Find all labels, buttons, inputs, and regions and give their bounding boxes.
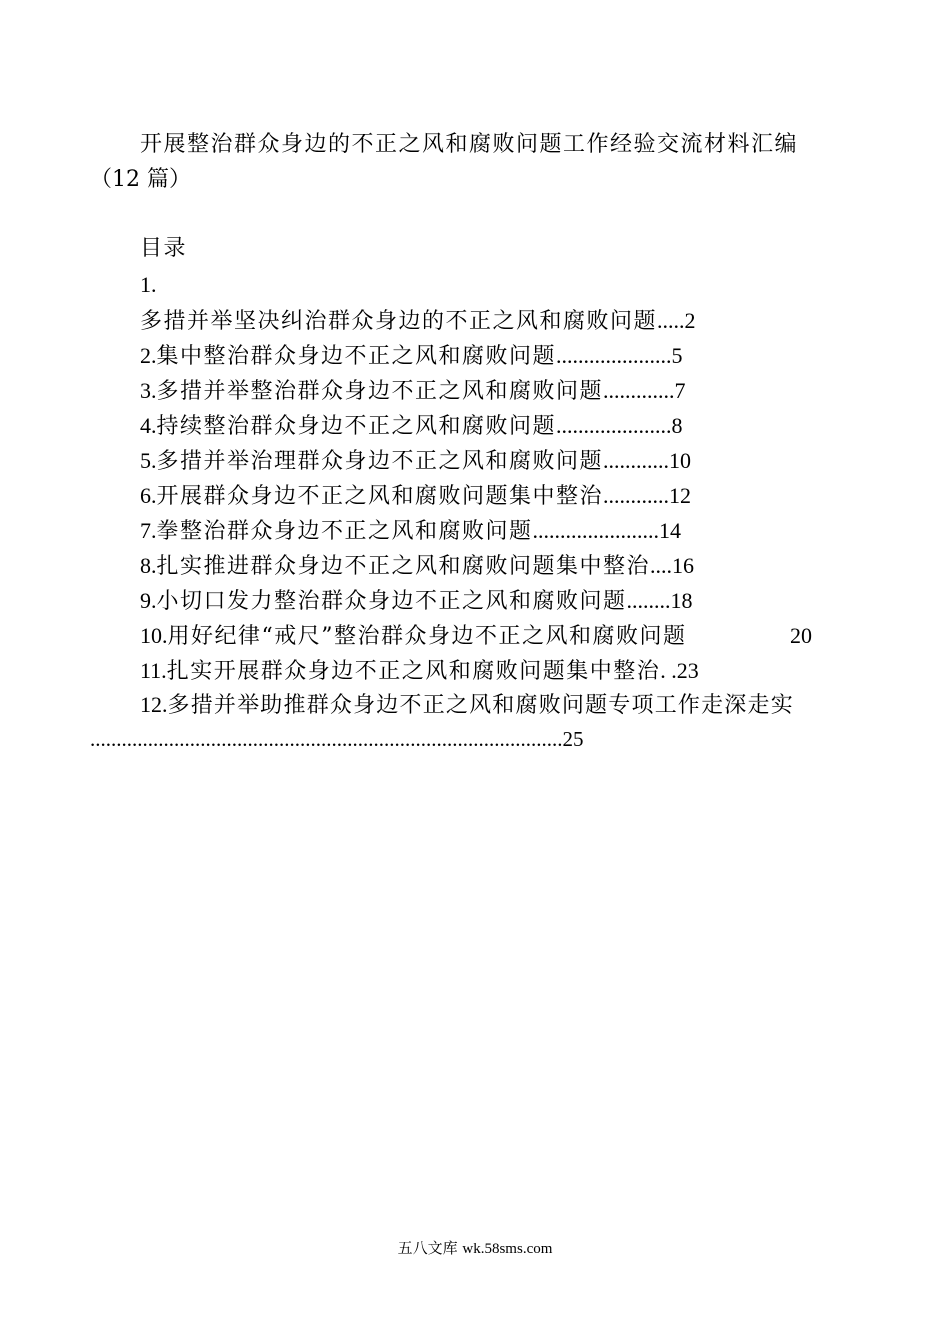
toc-entry-title: 拳整治群众身边不正之风和腐败问题 [156,519,533,544]
toc-entry-number: 11. [140,658,167,683]
toc-entry-6[interactable] [140,479,691,514]
toc-heading: 目录 [140,236,188,261]
toc-entry-title: 集中整治群众身边不正之风和腐败问题 [156,344,557,369]
document-title: 开展整治群众身边的不正之风和腐败问题工作经验交流材料汇编 [140,132,799,157]
toc-entry-title: 持续整治群众身边不正之风和腐败问题 [156,414,557,439]
toc-page-number: 18 [670,588,693,613]
toc-entry-number: 12. [140,692,168,717]
footer-site-url[interactable]: wk.58sms.com [462,1241,553,1257]
toc-page-number: 23 [676,658,699,683]
toc-entry-number: 2. [140,343,157,368]
toc-leader: ............ [603,448,670,473]
toc-entry-2[interactable] [140,339,683,374]
toc-page-number: 7 [674,378,686,403]
toc-entry-title: 开展群众身边不正之风和腐败问题集中整治 [156,484,604,509]
toc-leader: ....................... [532,518,660,543]
toc-leader: ..................... [556,343,672,368]
toc-entry-11[interactable] [140,654,699,689]
toc-leader: .......................................................................................... [90,727,563,751]
toc-entry-number: 6. [140,483,157,508]
toc-page-number: 14 [659,518,682,543]
toc-entry-5[interactable] [140,444,691,479]
toc-entry-title: 多措并举助推群众身边不正之风和腐败问题专项工作走深走实 [167,693,794,718]
toc-entry-7[interactable] [140,514,681,549]
toc-entry-4[interactable] [140,409,683,444]
toc-entry-number: 3. [140,378,157,403]
toc-entry-title: 扎实推进群众身边不正之风和腐败问题集中整治 [156,554,651,579]
toc-entry-number: 10. [140,623,168,648]
toc-entry-title: 用好纪律“戒尺”整治群众身边不正之风和腐败问题 [167,624,687,649]
toc-leader: ........ [626,588,671,613]
toc-entry-9[interactable] [140,584,693,619]
toc-leader: ............ [603,483,670,508]
toc-entry-number: 4. [140,413,157,438]
toc-page-number: 25 [562,727,584,751]
toc-leader: . . [660,658,677,683]
toc-leader: ..................... [556,413,672,438]
footer-site-name: 五八文库 [397,1239,458,1257]
toc-page-number: 16 [672,553,695,578]
toc-entry-title: 小切口发力整治群众身边不正之风和腐败问题 [156,589,627,614]
toc-entry-1-number: 1. [140,272,157,297]
toc-entry-1[interactable] [140,304,696,339]
toc-entry-title: 多措并举坚决纠治群众身边的不正之风和腐败问题 [140,309,658,334]
toc-entry-10[interactable] [140,619,687,654]
toc-entry-8[interactable] [140,549,694,584]
toc-page-number: 12 [669,483,692,508]
toc-entry-3[interactable] [140,374,686,409]
toc-page-number: 5 [671,343,683,368]
toc-entry-12-continuation [90,722,584,756]
page-footer [0,1238,950,1259]
document-title-count: （12 篇） [90,167,191,192]
toc-entry-number: 8. [140,553,157,578]
toc-entry-number: 5. [140,448,157,473]
toc-entry-number: 9. [140,588,157,613]
toc-page-number: 2 [684,308,696,333]
toc-page-number: 10 [669,448,692,473]
toc-entry-title: 多措并举治理群众身边不正之风和腐败问题 [156,449,604,474]
toc-entry-title: 扎实开展群众身边不正之风和腐败问题集中整治 [166,659,661,684]
toc-page-number: 8 [671,413,683,438]
toc-leader: ..... [657,308,685,333]
toc-entry-12[interactable] [140,688,794,723]
toc-leader: ............. [603,378,675,403]
toc-leader: .... [650,553,673,578]
toc-entry-number: 7. [140,518,157,543]
toc-entry-10-page-number: 20 [790,623,812,648]
toc-entry-title: 多措并举整治群众身边不正之风和腐败问题 [156,379,604,404]
